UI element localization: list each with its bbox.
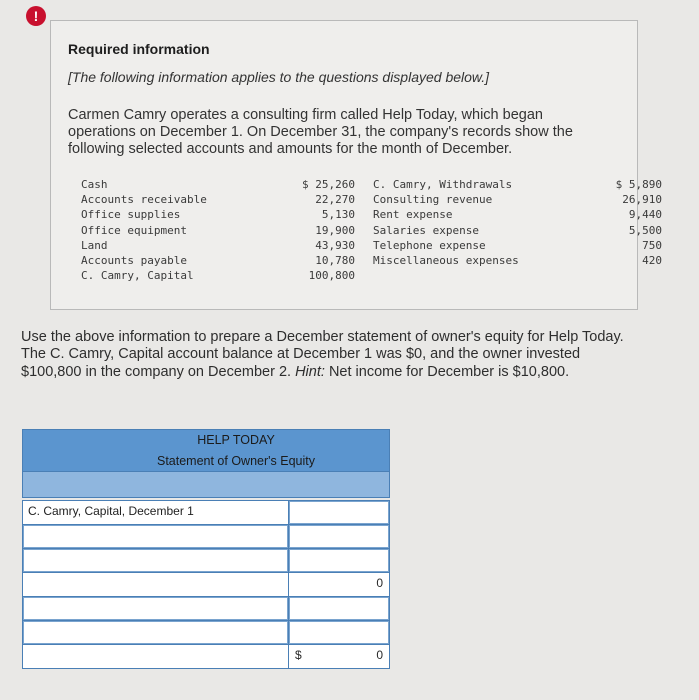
account-name: Consulting revenue [373,193,493,207]
table-row [22,621,390,645]
account-value: 26,910 [622,193,662,207]
amount-input[interactable] [289,621,389,644]
account-value: $ 5,890 [615,178,662,191]
account-name: Office equipment [81,223,187,237]
row-label-input[interactable] [23,525,289,548]
statement-title: Statement of Owner's Equity [156,453,315,468]
table-row [22,500,390,525]
owners-equity-form [22,429,390,669]
row-label [23,645,289,668]
required-information-panel [50,20,662,310]
account-name: Telephone expense [373,238,486,252]
account-name: C. Camry, Capital [81,269,194,283]
account-value: 43,930 [315,238,355,252]
accounts-right-names [373,177,519,268]
row-label: C. Camry, Capital, December 1 [23,501,289,524]
required-info-note: [The following information applies to the questions displayed below.] [68,69,490,85]
amount-total [289,645,389,668]
amount-value: 0 [376,648,383,662]
account-value: 5,130 [321,208,355,222]
account-name: C. Camry, Withdrawals [373,178,513,191]
account-name: Cash [81,178,108,191]
hint-label: Hint: [295,363,325,380]
account-name: Office supplies [81,208,181,222]
accounts-right-values [595,177,662,268]
table-row [22,597,390,621]
amount-input[interactable] [289,549,389,572]
table-row [22,645,390,669]
amount-value: 0 [376,576,383,590]
row-label-input[interactable] [23,597,289,620]
amount-input[interactable] [289,501,389,524]
row-label-input[interactable] [23,621,289,644]
account-value: 19,900 [315,223,355,237]
account-name: Salaries expense [373,223,479,237]
account-name: Miscellaneous expenses [373,254,519,268]
amount-input[interactable] [289,597,389,620]
accounts-left-values [287,177,355,283]
account-value: 100,800 [308,269,355,283]
account-name: Land [81,238,108,252]
table-row [22,549,390,573]
account-value: 9,440 [628,208,662,222]
account-value: 5,500 [628,223,662,237]
form-header [22,429,390,472]
account-value: 750 [642,238,662,252]
required-info-paragraph: Carmen Camry operates a consulting firm called Help Today, which began operations on December 1. On December 31, the company's records show the following selected accounts and amounts for the month of December. [68,107,573,157]
accounts-left-names [81,177,207,283]
form-subheader-band [22,472,390,498]
required-info-title: Required information [68,41,210,57]
question-body: Use the above information to prepare a December statement of owner's equity for Help Today. The C. Camry, Capital account balance at December 1 was $0, and the owner invested $100,800 in the company on December 2. [21,329,624,380]
question-text [21,329,641,381]
account-value: 22,270 [315,193,355,207]
alert-icon: ! [26,6,46,26]
row-label-input[interactable] [23,549,289,572]
account-value: 420 [642,254,662,268]
account-name: Accounts payable [81,254,187,268]
account-name: Accounts receivable [81,193,207,207]
amount-total [289,573,389,596]
account-value: $ 25,260 [302,178,355,191]
table-row [22,525,390,549]
account-value: 10,780 [315,254,355,268]
row-label [23,573,289,596]
currency-symbol: $ [295,648,302,662]
company-name: HELP TODAY [197,432,275,447]
table-row [22,573,390,597]
account-name: Rent expense [373,208,453,222]
amount-input[interactable] [289,525,389,548]
hint-text: Net income for December is $10,800. [328,363,570,380]
